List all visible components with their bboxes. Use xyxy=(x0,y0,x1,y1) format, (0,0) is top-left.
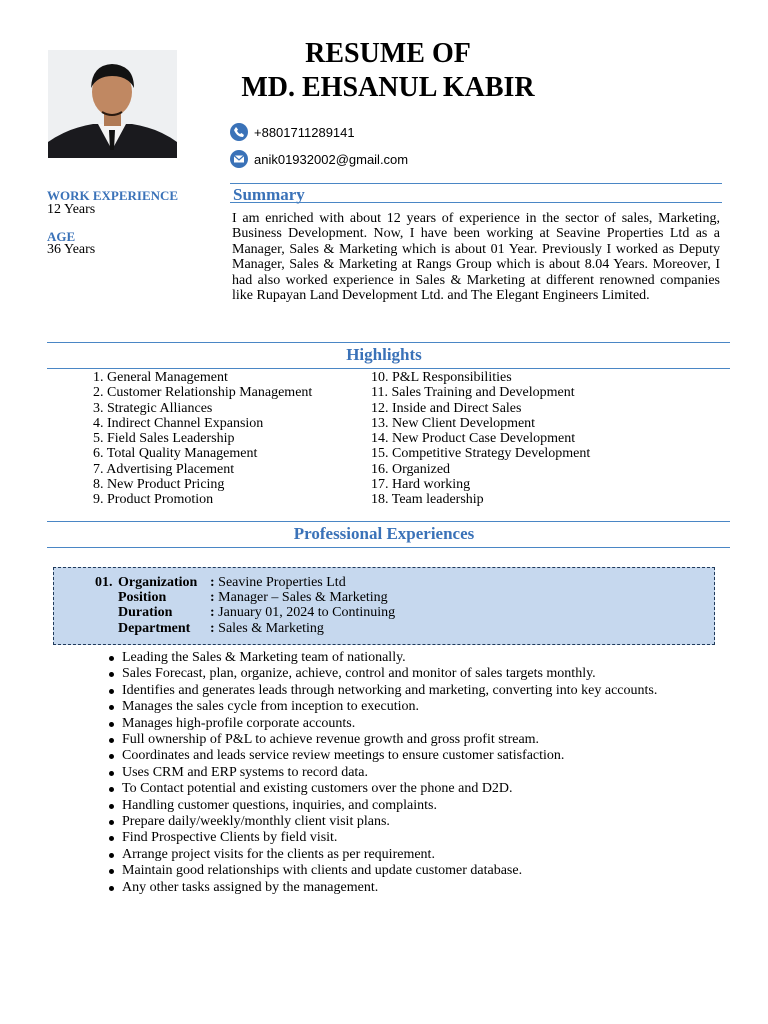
duty-item: To Contact potential and existing customers over the phone and D2D. xyxy=(108,781,657,797)
highlight-item: 16. Organized xyxy=(371,461,451,477)
summary-text: I am enriched with about 12 years of experience in the sector of sales, Marketing, Business Development. Now, I have been working at Seavine Properties Ltd as a Manager, Sales & Marketing which is about 01 Year. Previously I worked as Deputy Manager, Sales & Marketing at Rangs Group which is about 8.04 Years. Moreover, I had also worked experience in Sales & Marketing at different renowned companies like Rupayan Land Development Ltd. and The Elegant Engineers Limited. xyxy=(232,211,720,304)
experience-rule-bottom xyxy=(47,547,730,548)
highlights-heading: Highlights xyxy=(346,345,422,364)
email-address[interactable]: anik01932002@gmail.com xyxy=(254,151,409,167)
highlight-item: 7. Advertising Placement xyxy=(93,461,235,477)
experience-heading: Professional Experiences xyxy=(293,524,475,543)
duration-value: January 01, 2024 to Continuing xyxy=(218,605,396,620)
organization-value: Seavine Properties Ltd xyxy=(218,575,346,590)
duty-item: Any other tasks assigned by the management. xyxy=(108,880,657,896)
duty-item: Handling customer questions, inquiries, and complaints. xyxy=(108,798,657,814)
highlight-item: 18. Team leadership xyxy=(371,492,484,508)
duration-colon: : xyxy=(210,605,215,620)
highlight-item: 15. Competitive Strategy Development xyxy=(371,446,591,462)
highlight-item: 8. New Product Pricing xyxy=(93,477,225,493)
highlight-item: 5. Field Sales Leadership xyxy=(93,431,235,447)
summary-rule-top xyxy=(230,183,722,184)
highlight-item: 3. Strategic Alliances xyxy=(93,400,213,416)
duty-item: Arrange project visits for the clients as per requirement. xyxy=(108,847,657,863)
summary-heading: Summary xyxy=(233,185,305,204)
phone-number: +8801711289141 xyxy=(254,124,355,140)
resume-title-name: MD. EHSANUL KABIR xyxy=(241,72,535,103)
experience-rule-top xyxy=(47,521,730,522)
duration-label: Duration xyxy=(118,605,173,620)
highlights-column-1 xyxy=(93,370,312,508)
summary-rule-bottom xyxy=(230,202,722,203)
department-colon: : xyxy=(210,621,215,636)
highlight-item: 10. P&L Responsibilities xyxy=(371,370,512,385)
duty-item: Sales Forecast, plan, organize, achieve, control and monitor of sales targets monthly. xyxy=(108,666,657,682)
duty-item: Manages the sales cycle from inception to execution. xyxy=(108,699,657,715)
resume-title-line1: RESUME OF xyxy=(305,38,471,69)
duty-item: Maintain good relationships with clients and update customer database. xyxy=(108,863,657,879)
profile-photo xyxy=(48,50,177,158)
phone-icon xyxy=(230,123,248,141)
duty-item: Coordinates and leads service review meetings to ensure customer satisfaction. xyxy=(108,748,657,764)
duty-item: Manages high-profile corporate accounts. xyxy=(108,716,657,732)
highlight-item: 17. Hard working xyxy=(371,477,471,493)
highlight-item: 14. New Product Case Development xyxy=(371,431,576,447)
highlight-item: 12. Inside and Direct Sales xyxy=(371,400,522,416)
age-label: AGE xyxy=(47,229,76,244)
organization-box xyxy=(53,567,715,645)
work-experience-label: WORK EXPERIENCE xyxy=(47,188,179,203)
work-experience-value: 12 Years xyxy=(47,202,96,217)
position-colon: : xyxy=(210,590,215,605)
department-label: Department xyxy=(118,621,191,636)
experience-number: 01. xyxy=(95,575,113,590)
highlights-column-2 xyxy=(371,370,590,508)
duty-item: Prepare daily/weekly/monthly client visit plans. xyxy=(108,814,657,830)
highlight-item: 2. Customer Relationship Management xyxy=(93,385,313,401)
highlight-item: 11. Sales Training and Development xyxy=(371,385,575,401)
highlights-rule-bottom xyxy=(47,368,730,369)
highlight-item: 13. New Client Development xyxy=(371,415,536,431)
organization-label: Organization xyxy=(118,575,198,590)
organization-colon: : xyxy=(210,575,215,590)
age-value: 36 Years xyxy=(47,242,96,257)
duty-item: Identifies and generates leads through networking and marketing, converting into key accounts. xyxy=(108,683,657,699)
duty-item: Full ownership of P&L to achieve revenue growth and gross profit stream. xyxy=(108,732,657,748)
highlight-item: 1. General Management xyxy=(93,370,228,385)
highlights-rule-top xyxy=(47,342,730,343)
highlight-item: 6. Total Quality Management xyxy=(93,446,258,462)
email-contact xyxy=(230,150,408,168)
duties-list xyxy=(108,650,657,896)
position-value: Manager – Sales & Marketing xyxy=(218,590,388,605)
department-value: Sales & Marketing xyxy=(218,621,324,636)
highlight-item: 4. Indirect Channel Expansion xyxy=(93,415,264,431)
duty-item: Find Prospective Clients by field visit. xyxy=(108,830,657,846)
position-label: Position xyxy=(118,590,167,605)
email-icon xyxy=(230,150,248,168)
duty-item: Uses CRM and ERP systems to record data. xyxy=(108,765,657,781)
highlight-item: 9. Product Promotion xyxy=(93,492,214,508)
duty-item: Leading the Sales & Marketing team of nationally. xyxy=(108,650,657,666)
phone-contact xyxy=(230,123,355,141)
